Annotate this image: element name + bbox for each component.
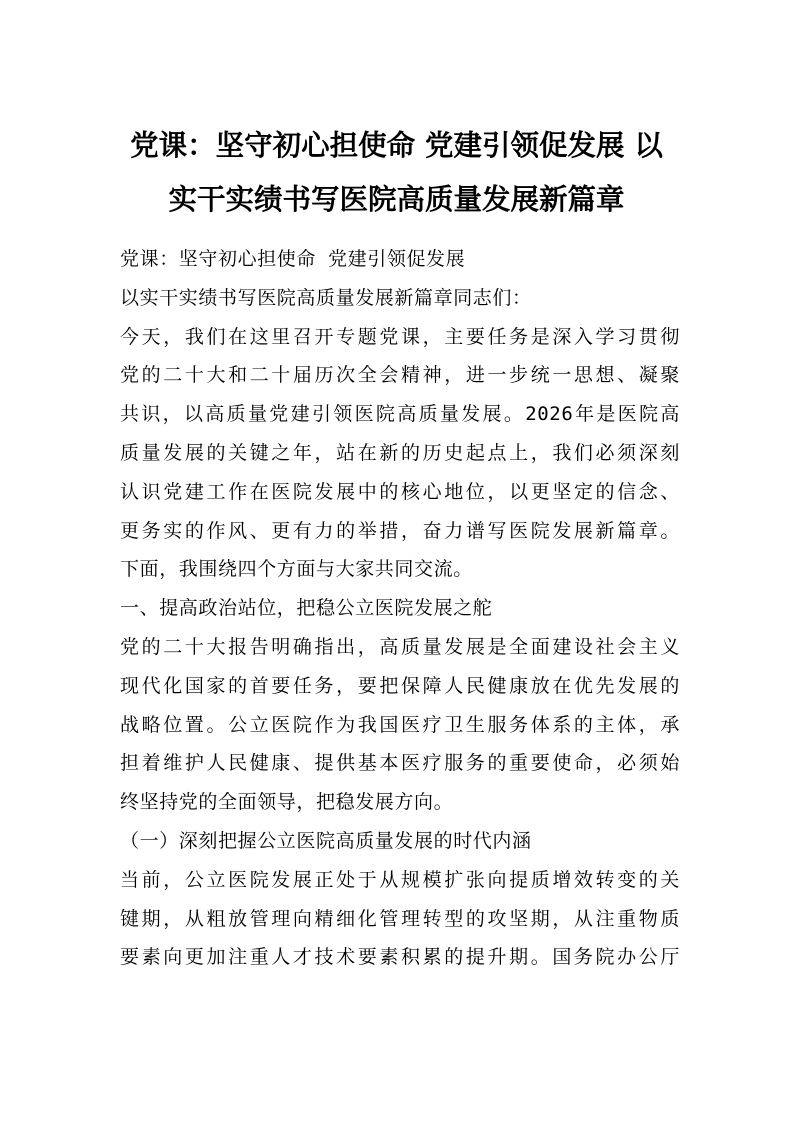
document-title (100, 118, 693, 226)
body-text-line: 要素向更加注重人才技术要素积累的提升期。国务院办公厅 (120, 946, 680, 969)
body-text-line: 共识，以高质量党建引领医院高质量发展。2026年是医院高 (120, 403, 680, 426)
title-line: 实干实绩书写医院高质量发展新篇章 (168, 182, 625, 216)
body-text-line: 键期，从粗放管理向精细化管理转型的攻坚期，从注重物质 (120, 907, 680, 930)
body-text-line: 质量发展的关键之年，站在新的历史起点上，我们必须深刻 (120, 441, 680, 464)
section-heading: 一、提高政治站位，把稳公立医院发展之舵 (120, 597, 493, 620)
body-text-line: 更务实的作风、更有力的举措，奋力谱写医院发展新篇章。 (120, 519, 680, 542)
body-text-line: 现代化国家的首要任务，要把保障人民健康放在优先发展的 (120, 674, 680, 697)
body-text-line: 战略位置。公立医院作为我国医疗卫生服务体系的主体，承 (120, 713, 680, 736)
salutation-line: 以实干实绩书写医院高质量发展新篇章同志们： (120, 286, 532, 309)
body-text-line: 党的二十大报告明确指出，高质量发展是全面建设社会主义 (120, 635, 680, 658)
document-body (120, 240, 680, 977)
body-text-line: 党的二十大和二十届历次全会精神，进一步统一思想、凝聚 (120, 364, 680, 387)
body-text-line: 今天，我们在这里召开专题党课，主要任务是深入学习贯彻 (120, 325, 680, 348)
body-text-line: 认识党建工作在医院发展中的核心地位，以更坚定的信念、 (120, 480, 680, 503)
body-text-line: 下面，我围绕四个方面与大家共同交流。 (120, 558, 473, 581)
body-text-line: 担着维护人民健康、提供基本医疗服务的重要使命，必须始 (120, 752, 680, 775)
body-text-line: 当前，公立医院发展正处于从规模扩张向提质增效转变的关 (120, 868, 680, 891)
subtitle-line: 党课：坚守初心担使命 党建引领促发展 (120, 248, 466, 270)
title-line: 党课：坚守初心担使命 党建引领促发展 以 (130, 128, 663, 162)
subsection-heading: （一）深刻把握公立医院高质量发展的时代内涵 (120, 829, 532, 852)
body-text-line: 终坚持党的全面领导，把稳发展方向。 (120, 791, 454, 814)
